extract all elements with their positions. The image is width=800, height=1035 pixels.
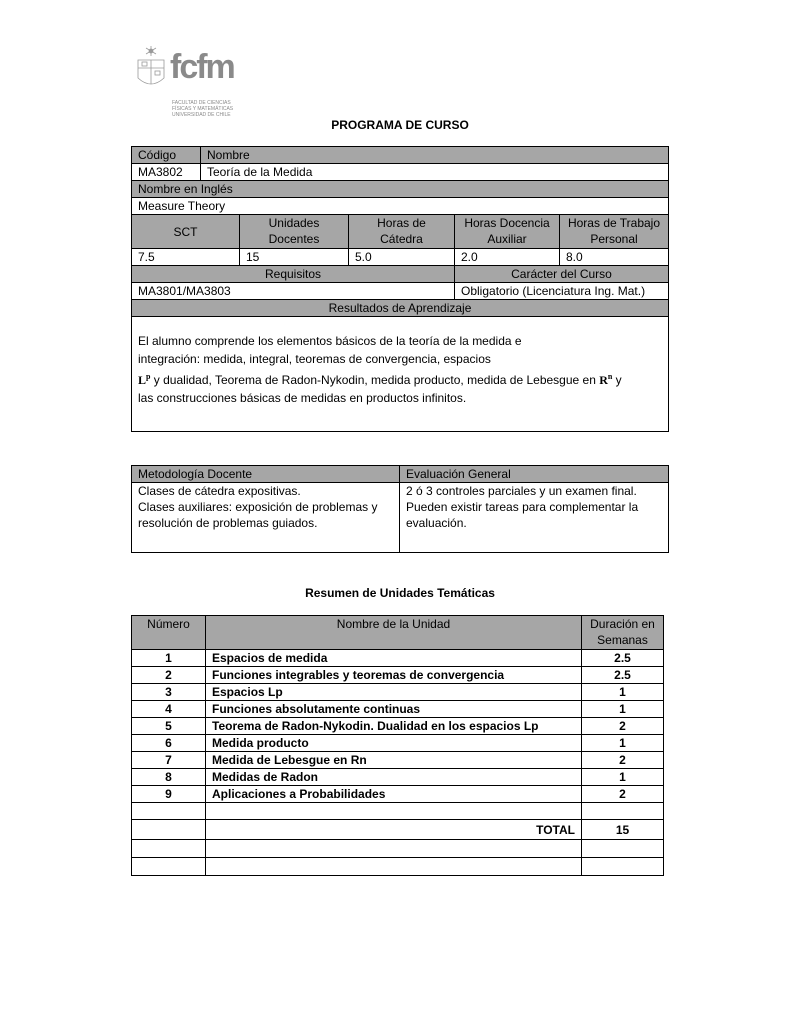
units-value: 15 xyxy=(240,249,349,266)
results-text xyxy=(132,317,669,432)
table-row xyxy=(132,735,664,752)
unit-weeks: 2 xyxy=(582,786,664,803)
unit-name: Espacios Lp xyxy=(206,684,582,701)
unit-weeks: 1 xyxy=(582,701,664,718)
units-label: Unidades Docentes xyxy=(240,215,349,249)
logo-subtitle-line: FÍSICAS Y MATEMÁTICAS xyxy=(172,106,234,112)
unit-weeks: 1 xyxy=(582,684,664,701)
code-label: Código xyxy=(132,147,201,164)
english-name: Measure Theory xyxy=(132,198,669,215)
unit-name: Espacios de medida xyxy=(206,650,582,667)
table-row xyxy=(132,718,664,735)
logo-wordmark: fcfm xyxy=(170,48,234,86)
unit-number: 6 xyxy=(132,735,206,752)
table-row xyxy=(132,858,664,876)
unit-number: 8 xyxy=(132,769,206,786)
unit-number: 3 xyxy=(132,684,206,701)
results-line: las construcciones básicas de medidas en productos infinitos. xyxy=(138,390,467,405)
table-row xyxy=(132,840,664,858)
methodology-line: resolución de problemas guiados. xyxy=(138,516,318,530)
unit-name: Teorema de Radon-Nykodin. Dualidad en los espacios Lp xyxy=(206,718,582,735)
lp-symbol: L xyxy=(138,373,147,387)
col-number-header: Número xyxy=(132,616,206,650)
requirements-label: Requisitos xyxy=(132,266,455,283)
unit-number: 2 xyxy=(132,667,206,684)
table-row xyxy=(132,667,664,684)
empty-cell xyxy=(132,803,206,820)
unit-number: 4 xyxy=(132,701,206,718)
sct-value: 7.5 xyxy=(132,249,240,266)
table-row xyxy=(132,752,664,769)
name-label: Nombre xyxy=(201,147,669,164)
unit-name: Medida de Lebesgue en Rn xyxy=(206,752,582,769)
course-name: Teoría de la Medida xyxy=(201,164,669,181)
university-seal-icon xyxy=(134,44,168,94)
unit-name: Funciones absolutamente continuas xyxy=(206,701,582,718)
unit-name: Funciones integrables y teoremas de convergencia xyxy=(206,667,582,684)
results-line-part: y dualidad, Teorema de Radon-Nykodin, medida producto, medida de Lebesgue en xyxy=(150,373,600,387)
table-row xyxy=(132,769,664,786)
unit-weeks: 1 xyxy=(582,735,664,752)
empty-cell xyxy=(132,820,206,840)
unit-name: Aplicaciones a Probabilidades xyxy=(206,786,582,803)
table-row xyxy=(132,786,664,803)
work-hours-value: 8.0 xyxy=(560,249,669,266)
logo-subtitle-line: UNIVERSIDAD DE CHILE xyxy=(172,112,231,118)
evaluation-line: evaluación. xyxy=(406,516,467,530)
empty-cell xyxy=(206,803,582,820)
table-row xyxy=(132,650,664,667)
requirements-value: MA3801/MA3803 xyxy=(132,283,455,300)
page-title: PROGRAMA DE CURSO xyxy=(331,118,469,132)
table-row xyxy=(132,701,664,718)
methodology-line: Clases auxiliares: exposición de problemas y xyxy=(138,500,378,514)
empty-cell xyxy=(132,840,206,858)
empty-cell xyxy=(206,858,582,876)
fcfm-logo xyxy=(134,40,256,120)
total-label: TOTAL xyxy=(206,820,582,840)
results-label: Resultados de Aprendizaje xyxy=(132,300,669,317)
empty-cell xyxy=(582,858,664,876)
unit-weeks: 1 xyxy=(582,769,664,786)
empty-cell xyxy=(132,858,206,876)
unit-name: Medida producto xyxy=(206,735,582,752)
empty-cell xyxy=(206,840,582,858)
evaluation-line: Pueden existir tareas para complementar la xyxy=(406,500,639,514)
character-label: Carácter del Curso xyxy=(455,266,669,283)
character-value: Obligatorio (Licenciatura Ing. Mat.) xyxy=(455,283,669,300)
unit-name: Medidas de Radon xyxy=(206,769,582,786)
total-row xyxy=(132,820,664,840)
empty-cell xyxy=(582,840,664,858)
results-line-part: y xyxy=(612,373,622,387)
lecture-hours-label: Horas de Cátedra xyxy=(349,215,455,249)
evaluation-text xyxy=(400,483,669,553)
logo-subtitle-line: FACULTAD DE CIENCIAS xyxy=(172,100,231,106)
summary-table xyxy=(131,615,664,876)
table-row xyxy=(132,684,664,701)
table-row xyxy=(132,803,664,820)
work-hours-label: Horas de Trabajo Personal xyxy=(560,215,669,249)
unit-weeks: 2.5 xyxy=(582,667,664,684)
methodology-line: Clases de cátedra expositivas. xyxy=(138,484,301,498)
col-name-header: Nombre de la Unidad xyxy=(206,616,582,650)
total-value: 15 xyxy=(582,820,664,840)
evaluation-label: Evaluación General xyxy=(400,466,669,483)
sct-label: SCT xyxy=(132,215,240,249)
course-code: MA3802 xyxy=(132,164,201,181)
unit-weeks: 2 xyxy=(582,718,664,735)
col-duration-header: Duración en Semanas xyxy=(582,616,664,650)
course-table xyxy=(131,146,669,432)
results-line xyxy=(138,368,662,390)
methodology-text xyxy=(132,483,400,553)
english-name-label: Nombre en Inglés xyxy=(132,181,669,198)
methodology-table xyxy=(131,465,669,553)
methodology-label: Metodología Docente xyxy=(132,466,400,483)
empty-cell xyxy=(582,803,664,820)
rn-symbol: R xyxy=(599,373,608,387)
unit-number: 5 xyxy=(132,718,206,735)
unit-weeks: 2.5 xyxy=(582,650,664,667)
rn-exponent: n xyxy=(607,372,613,381)
lp-exponent: p xyxy=(146,372,151,381)
aux-hours-value: 2.0 xyxy=(455,249,560,266)
unit-number: 1 xyxy=(132,650,206,667)
summary-title: Resumen de Unidades Temáticas xyxy=(305,586,495,600)
results-line: integración: medida, integral, teoremas de convergencia, espacios xyxy=(138,351,491,366)
results-line: El alumno comprende los elementos básicos de la teoría de la medida e xyxy=(138,334,522,348)
unit-number: 9 xyxy=(132,786,206,803)
unit-number: 7 xyxy=(132,752,206,769)
lecture-hours-value: 5.0 xyxy=(349,249,455,266)
evaluation-line: 2 ó 3 controles parciales y un examen final. xyxy=(406,484,637,498)
unit-weeks: 2 xyxy=(582,752,664,769)
aux-hours-label: Horas Docencia Auxiliar xyxy=(455,215,560,249)
logo-subtitle xyxy=(172,100,262,118)
